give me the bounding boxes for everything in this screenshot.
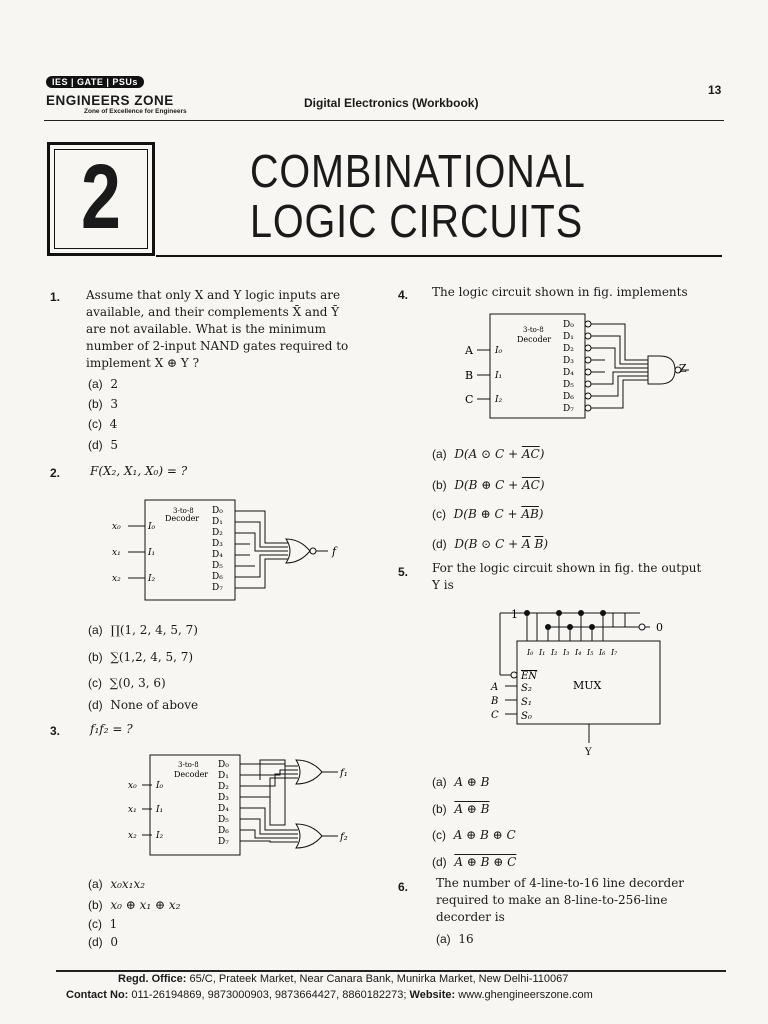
website-link[interactable]: www.ghengineerszone.com	[458, 989, 593, 1001]
decoder-circuit-q2	[100, 495, 360, 605]
svg-text:D₅: D₅	[218, 815, 229, 825]
svg-text:I₀: I₀	[527, 648, 534, 657]
option: (d) 0	[88, 935, 118, 949]
svg-text:I₀: I₀	[495, 346, 503, 356]
svg-text:0: 0	[656, 621, 663, 634]
mux-circuit-q5	[475, 603, 675, 761]
option: (c) ∑(0, 3, 6)	[88, 676, 166, 690]
svg-text:I₂: I₂	[156, 831, 164, 841]
svg-text:EN: EN	[521, 671, 538, 682]
svg-text:Z: Z	[679, 362, 687, 375]
question-number: 6.	[398, 880, 409, 894]
svg-text:D₀: D₀	[212, 506, 223, 516]
svg-text:1: 1	[511, 608, 518, 621]
svg-text:f: f	[332, 545, 337, 558]
svg-text:Decoder: Decoder	[517, 335, 552, 344]
svg-text:C: C	[491, 710, 499, 721]
decoder-circuit-q4	[455, 308, 705, 423]
svg-text:x₂: x₂	[128, 831, 137, 841]
svg-text:x₀: x₀	[112, 522, 121, 532]
option: (d) D(B ⊙ $C + \overline{A}$ $\overline{B}$)	[432, 537, 548, 551]
option: (c) A ⊕ B ⊕ C	[432, 828, 516, 842]
svg-text:I₆: I₆	[599, 648, 606, 657]
svg-text:I₄: I₄	[575, 648, 582, 657]
svg-text:I₁: I₁	[148, 548, 156, 558]
svg-text:D₄: D₄	[563, 368, 574, 378]
svg-text:C: C	[465, 393, 474, 406]
brand-badge: IES | GATE | PSUs	[46, 76, 144, 88]
svg-text:f₁: f₁	[340, 768, 348, 779]
option: (d) None of above	[88, 698, 199, 712]
option: (b) D(B ⊕ $C + \overline{AC}$)	[432, 478, 545, 492]
question-number: 4.	[398, 288, 409, 302]
chapter-title-line1: COMBINATIONAL	[250, 145, 586, 197]
svg-text:3-to-8: 3-to-8	[523, 326, 544, 334]
svg-text:D₁: D₁	[218, 771, 229, 781]
option: (b) A ⊕ B	[432, 802, 490, 816]
svg-text:D₇: D₇	[218, 837, 229, 847]
svg-text:I₃: I₃	[563, 648, 570, 657]
svg-text:I₁: I₁	[495, 371, 503, 381]
svg-text:I₇: I₇	[611, 648, 618, 657]
svg-text:I₁: I₁	[539, 648, 546, 657]
svg-text:3-to-8: 3-to-8	[173, 507, 194, 515]
question-4-text: The logic circuit shown in fig. implements	[432, 285, 688, 299]
svg-text:D₄: D₄	[212, 550, 223, 560]
footer-rule	[56, 970, 726, 972]
option: (a) 2	[88, 377, 118, 391]
question-number: 3.	[50, 724, 61, 738]
svg-text:x₁: x₁	[128, 805, 137, 815]
svg-text:D₃: D₃	[212, 539, 223, 549]
svg-text:x₀: x₀	[128, 781, 137, 791]
brand-name: ENGINEERS ZONE	[46, 93, 174, 108]
svg-text:D₅: D₅	[212, 561, 223, 571]
svg-text:3-to-8: 3-to-8	[178, 761, 199, 769]
svg-text:x₁: x₁	[112, 548, 121, 558]
question-number: 1.	[50, 290, 61, 304]
svg-text:B: B	[491, 696, 499, 707]
svg-text:I₁: I₁	[156, 805, 164, 815]
option: (b) ∑(1,2, 4, 5, 7)	[88, 650, 194, 664]
svg-text:MUX: MUX	[573, 679, 602, 692]
option: (c) 4	[88, 417, 118, 431]
svg-text:D₅: D₅	[563, 380, 574, 390]
option: (d) A ⊕ B ⊕ C	[432, 855, 517, 869]
question-number: 2.	[50, 466, 61, 480]
question-3-text: f₁f₂ = ?	[90, 722, 133, 736]
svg-text:D₃: D₃	[218, 793, 229, 803]
svg-text:D₃: D₃	[563, 356, 574, 366]
book-title: Digital Electronics (Workbook)	[304, 96, 479, 110]
question-5-text: For the logic circuit shown in fig. the output Y is	[432, 561, 702, 592]
svg-text:S₀: S₀	[521, 711, 532, 722]
svg-text:Decoder: Decoder	[165, 514, 200, 523]
option: (a) ∏(1, 2, 4, 5, 7)	[88, 623, 198, 637]
svg-text:D₆: D₆	[563, 392, 574, 402]
decoder-circuit-q3	[100, 750, 370, 860]
svg-text:D₂: D₂	[212, 528, 223, 538]
option: (c) D(B ⊕ $C + \overline{AB}$)	[432, 507, 544, 521]
svg-text:D₆: D₆	[212, 572, 223, 582]
svg-text:D₆: D₆	[218, 826, 229, 836]
option: (a) D(A ⊙ $C + \overline{AC}$)	[432, 447, 545, 461]
svg-text:Decoder: Decoder	[174, 770, 209, 779]
svg-text:Y: Y	[585, 747, 592, 758]
svg-text:S₂: S₂	[521, 683, 532, 694]
svg-text:I₂: I₂	[551, 648, 558, 657]
svg-text:D₀: D₀	[218, 760, 229, 770]
footer-office: Regd. Office: 65/C, Prateek Market, Near Canara Bank, Munirka Market, New Delhi-110067	[118, 973, 569, 985]
chapter-number-box	[47, 142, 155, 256]
brand-tagline: Zone of Excellence for Engineers	[84, 108, 187, 115]
option: (a) x₀x₁x₂	[88, 877, 146, 891]
option: (d) 5	[88, 438, 118, 452]
svg-text:S₁: S₁	[521, 697, 532, 708]
svg-text:D₂: D₂	[563, 344, 574, 354]
svg-text:A: A	[465, 344, 473, 357]
svg-text:D₄: D₄	[218, 804, 229, 814]
option: (a) 16	[436, 932, 474, 946]
question-1-text: Assume that only X and Y logic inputs are available, and their complements X̄ and Ȳ are not available. What is the minimum number of 2-input NAND gates required to implement X ⊕ Y ?	[86, 288, 349, 370]
question-number: 5.	[398, 565, 409, 579]
question-6-text: The number of 4-line-to-16 line decorder required to make an 8-line-to-256-line decorder is	[436, 876, 685, 924]
svg-text:D₁: D₁	[212, 517, 223, 527]
svg-text:D₂: D₂	[218, 782, 229, 792]
title-rule	[156, 255, 722, 257]
question-2-text: F(X₂, X₁, X₀) = ?	[90, 464, 188, 478]
chapter-title-line2: LOGIC CIRCUITS	[250, 195, 583, 247]
header-rule	[44, 120, 724, 121]
svg-text:I₅: I₅	[587, 648, 594, 657]
option: (a) A ⊕ B	[432, 775, 490, 789]
chapter-number: 2	[81, 146, 121, 248]
svg-text:I₂: I₂	[148, 574, 156, 584]
svg-text:I₀: I₀	[156, 781, 164, 791]
footer-contact: Contact No: 011-26194869, 9873000903, 9873664427, 8860182273; Website: www.ghengineerszone.com	[66, 989, 593, 1001]
svg-text:D₁: D₁	[563, 332, 574, 342]
page-number: 13	[708, 83, 722, 97]
svg-text:A: A	[491, 682, 499, 693]
svg-text:D₇: D₇	[212, 583, 223, 593]
svg-text:I₀: I₀	[148, 522, 156, 532]
svg-text:I₂: I₂	[495, 395, 503, 405]
option: (b) 3	[88, 397, 118, 411]
svg-text:B: B	[465, 369, 474, 382]
option: (b) x₀ ⊕ x₁ ⊕ x₂	[88, 898, 181, 912]
svg-text:D₇: D₇	[563, 404, 574, 414]
svg-text:D₀: D₀	[563, 320, 574, 330]
svg-text:x₂: x₂	[112, 574, 121, 584]
option: (c) 1	[88, 917, 118, 931]
svg-text:f₂: f₂	[340, 832, 348, 843]
